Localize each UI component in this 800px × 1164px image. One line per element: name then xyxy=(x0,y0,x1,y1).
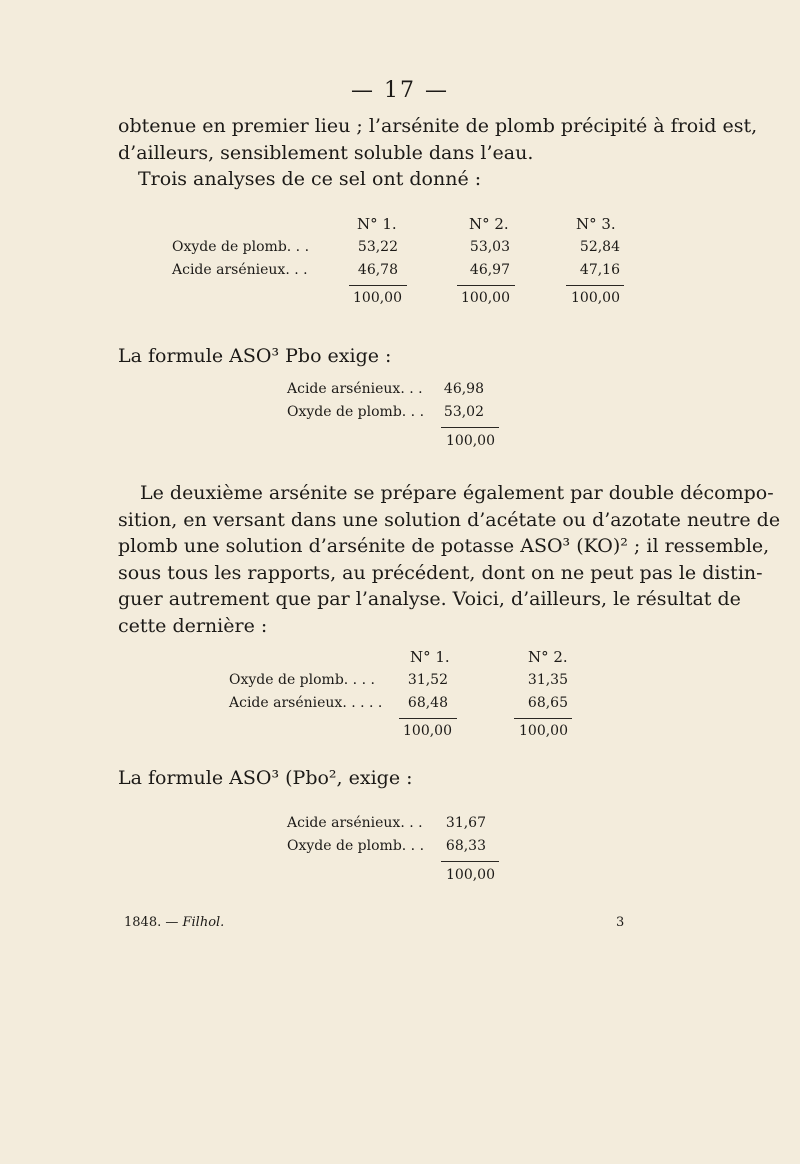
cell-value: 31,67 xyxy=(445,815,486,831)
text-line: La formule ASO³ (Pbo², exige : xyxy=(118,767,413,789)
row-label: Acide arsénieux. . . xyxy=(287,381,423,397)
column-header: N° 2. xyxy=(469,215,509,233)
text-line: cette dernière : xyxy=(118,614,268,637)
total-rule xyxy=(457,285,515,286)
cell-value: 46,98 xyxy=(443,381,484,397)
row-label: Acide arsénieux. . . . . xyxy=(229,695,383,711)
text-line: obtenue en premier lieu ; l’arsénite de plomb précipité à froid est, xyxy=(118,115,758,137)
column-header: N° 1. xyxy=(357,215,397,233)
row-label: Oxyde de plomb. . . xyxy=(287,838,425,854)
row-label: Oxyde de plomb. . . xyxy=(172,239,310,255)
cell-value: 53,03 xyxy=(469,239,510,255)
column-header: N° 1. xyxy=(410,648,450,666)
text-line: guer autrement que par l’analyse. Voici, d’ailleurs, le résultat de xyxy=(118,588,741,610)
cell-value: 52,84 xyxy=(579,239,620,255)
text-line: d’ailleurs, sensiblement soluble dans l’eau. xyxy=(118,141,534,164)
cell-value: 46,97 xyxy=(469,262,510,278)
text-line: sition, en versant dans une solution d’acétate ou d’azotate neutre de xyxy=(118,508,781,531)
row-label: Acide arsénieux. . . xyxy=(287,815,423,831)
total-rule xyxy=(399,718,457,719)
footer-author: Filhol. xyxy=(182,915,225,930)
page-number: — 17 — xyxy=(351,78,449,103)
total-value: 100,00 xyxy=(461,290,510,306)
cell-value: 31,52 xyxy=(407,672,448,688)
cell-value: 53,22 xyxy=(357,239,398,255)
formula-1-text xyxy=(118,343,690,370)
footer-year: 1848. — xyxy=(124,915,183,930)
row-label: Oxyde de plomb. . . xyxy=(287,404,425,420)
text-line: Le deuxième arsénite se prépare également par double décompo- xyxy=(140,482,774,504)
text-line: plomb une solution d’arsénite de potasse ASO³ (KO)² ; il ressemble, xyxy=(118,535,770,557)
row-label: Oxyde de plomb. . . . xyxy=(229,672,375,688)
total-value: 100,00 xyxy=(403,723,452,739)
formula-2-text xyxy=(118,765,690,792)
total-rule xyxy=(349,285,407,286)
total-value: 100,00 xyxy=(353,290,402,306)
row-label: Acide arsénieux. . . xyxy=(172,262,308,278)
body-paragraph xyxy=(118,480,781,639)
cell-value: 68,65 xyxy=(527,695,568,711)
total-rule xyxy=(566,285,624,286)
cell-value: 68,33 xyxy=(445,838,486,854)
column-header: N° 3. xyxy=(576,215,616,233)
cell-value: 68,48 xyxy=(407,695,448,711)
cell-value: 53,02 xyxy=(443,404,484,420)
intro-paragraph xyxy=(118,113,758,193)
footer-sheet-number: 3 xyxy=(616,915,625,930)
text-line: sous tous les rapports, au précédent, dont on ne peut pas le distin- xyxy=(118,561,763,584)
total-value: 100,00 xyxy=(446,867,495,883)
total-rule xyxy=(441,861,499,862)
text-line: Trois analyses de ce sel ont donné : xyxy=(138,168,482,190)
column-header: N° 2. xyxy=(528,648,568,666)
total-value: 100,00 xyxy=(519,723,568,739)
cell-value: 46,78 xyxy=(357,262,398,278)
total-value: 100,00 xyxy=(571,290,620,306)
cell-value: 47,16 xyxy=(579,262,620,278)
total-value: 100,00 xyxy=(446,433,495,449)
text-line: La formule ASO³ Pbo exige : xyxy=(118,345,392,367)
footer-signature xyxy=(124,915,224,930)
total-rule xyxy=(514,718,572,719)
cell-value: 31,35 xyxy=(527,672,568,688)
total-rule xyxy=(441,427,499,428)
